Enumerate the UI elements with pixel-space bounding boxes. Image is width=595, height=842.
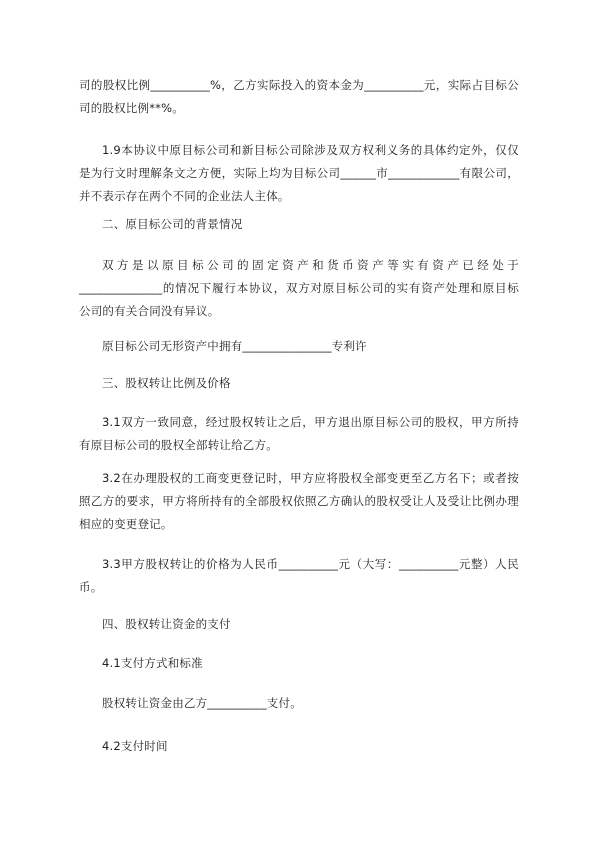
text-line: 司的股权比例__________%，乙方实际投入的资本金为__________元，实际占目标公 — [79, 78, 519, 92]
section-heading-payment — [79, 613, 519, 636]
text-line: 司的股权比例**%。 — [79, 101, 184, 115]
text-line: 3.1双方一致同意，经过股权转让之后，甲方退出原目标公司的股权，甲方所持 — [102, 415, 519, 429]
paragraph-clause-3-2 — [79, 467, 519, 536]
paragraph-clause-3-3 — [79, 553, 519, 599]
text-line: 并不表示存在两个不同的企业法人主体。 — [79, 189, 290, 203]
text-line: ______________的情况下履行本协议，双方对原目标公司的实有资产处理和原目标 — [79, 281, 519, 295]
paragraph-background-details — [79, 254, 519, 323]
text-line: 3.3甲方股权转让的价格为人民币__________元（大写：__________元整）人民 — [102, 557, 519, 571]
paragraph-equity-ratio-continued — [79, 74, 519, 120]
section-heading-background — [79, 213, 519, 236]
section-heading-transfer-ratio-price — [79, 372, 519, 395]
heading-text: 二、原目标公司的背景情况 — [102, 217, 243, 231]
text-line: 4.1支付方式和标准 — [102, 656, 203, 670]
text-line: 原目标公司无形资产中拥有_______________专利许 — [102, 339, 367, 353]
text-line: 4.2支付时间 — [102, 739, 168, 753]
paragraph-clause-4-2 — [79, 735, 519, 758]
paragraph-clause-4-1 — [79, 652, 519, 675]
paragraph-payment-by-party-b — [79, 692, 519, 715]
text-line: 相应的变更登记。 — [79, 517, 173, 531]
heading-text: 三、股权转让比例及价格 — [102, 376, 231, 390]
paragraph-clause-1-9 — [79, 139, 519, 208]
text-line: 3.2在办理股权的工商变更登记时，甲方应将股权全部变更至乙方名下；或者按 — [102, 471, 519, 485]
paragraph-intangible-assets — [79, 335, 519, 358]
text-line: 是为行文时理解条文之方便，实际上均为目标公司______市____________有限公司， — [79, 166, 519, 180]
text-line: 1.9本协议中原目标公司和新目标公司除涉及双方权利义务的具体约定外，仅仅 — [102, 143, 519, 157]
text-line: 有原目标公司的股权全部转让给乙方。 — [79, 438, 278, 452]
text-line: 双方是以原目标公司的固定资产和货币资产等实有资产已经处于 — [102, 258, 519, 272]
heading-text: 四、股权转让资金的支付 — [102, 617, 231, 631]
text-line: 股权转让资金由乙方__________支付。 — [102, 696, 302, 710]
text-line: 币。 — [79, 580, 103, 594]
text-line: 照乙方的要求，甲方将所持有的全部股权依照乙方确认的股权受让人及受让比例办理 — [79, 494, 519, 508]
paragraph-clause-3-1 — [79, 411, 519, 457]
text-line: 公司的有关合同没有异议。 — [79, 304, 220, 318]
